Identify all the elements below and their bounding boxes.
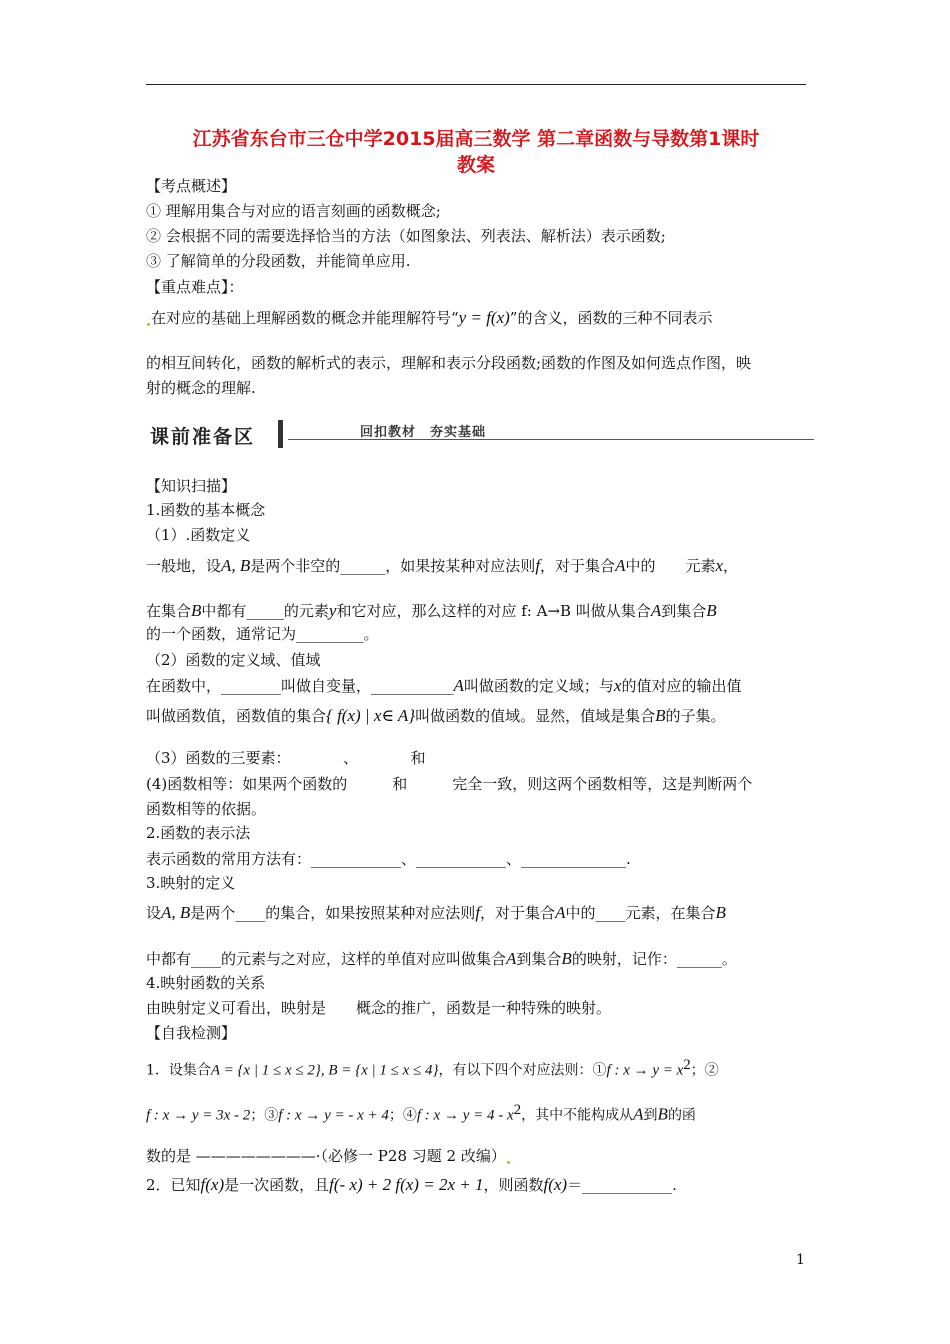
self-check-heading: 【自我检测】 xyxy=(146,1024,237,1042)
doc-title-line2: 教案 xyxy=(456,154,495,176)
question-1-line2: f : x → y = 3x - 2；③f : x → y = - x + 4；④f : $x \to y = 4 - x^2$，其中不能构成从A到B的函 xyxy=(146,1102,696,1124)
knowledge-s1-1: （1）.函数定义 xyxy=(146,526,251,544)
mapping-function-relation: 由映射定义可看出，映射是 概念的推广，函数是一种特殊的映射。 xyxy=(146,999,612,1017)
mapping-def-line1: 设A, B是两个____的集合，如果按照某种对应法则f，对于集合A中的____元素，在集合B xyxy=(146,903,726,922)
domain-line2: 叫做函数值，函数值的集合{ f(x) | x∈ A}叫做函数的值域。显然，值域是集合B的子集。 xyxy=(146,706,726,725)
doc-title-line1: 江苏省东台市三仓中学2015届高三数学 第二章函数与导数第1课时 xyxy=(192,128,760,150)
function-def-line3: 的一个函数，通常记为_________。 xyxy=(146,625,379,643)
domain-line1: 在函数中，________叫做自变量，___________A叫做函数的定义域；与x的值对应的输出值 xyxy=(146,676,742,695)
question-1-line3: 数的是 ————————·（必修一 P28 习题 2 改编） xyxy=(146,1146,511,1166)
marker-dot xyxy=(507,1161,510,1164)
knowledge-s4: 4.映射函数的关系 xyxy=(146,974,266,992)
overview-heading: 【考点概述】 xyxy=(146,177,237,195)
knowledge-s1: 1.函数的基本概念 xyxy=(146,501,266,519)
function-def-line2: 在集合B中都有_____的元素y和它对应，那么这样的对应 f: A→B 叫做从集合A到集合B xyxy=(146,601,717,620)
key-points-p2: 的相互间转化，函数的解析式的表示，理解和表示分段函数;函数的作图及如何选点作图，映 xyxy=(146,354,752,372)
overview-item-3: ③ 了解简单的分段函数，并能简单应用. xyxy=(146,252,411,270)
section-banner xyxy=(146,418,814,450)
function-def-line1: 一般地，设A, B是两个非空的______，如果按某种对应法则f，对于集合A中的 元素x， xyxy=(146,556,739,575)
header-rule xyxy=(146,84,806,85)
overview-item-2: ② 会根据不同的需要选择恰当的方法（如图象法、列表法、解析法）表示函数; xyxy=(146,227,666,245)
banner-divider xyxy=(278,420,283,448)
key-points-p3: 射的概念的理解. xyxy=(146,379,256,397)
knowledge-s1-4b: 函数相等的依据。 xyxy=(146,800,267,818)
banner-rule xyxy=(288,439,814,440)
mapping-def-line2: 中都有____的元素与之对应，这样的单值对应叫做集合A到集合B的映射，记作：______。 xyxy=(146,949,737,968)
marker-dot xyxy=(147,323,150,326)
banner-title: 课前准备区 xyxy=(150,426,256,448)
key-points-p1: 在对应的基础上理解函数的概念并能理解符号“y = f(x)”的含义，函数的三种不同表示 xyxy=(146,308,712,328)
question-1-line1: 1．设集合A = {x | 1 ≤ x ≤ 2}, B = {x | 1 ≤ x ≤ 4}，有以下四个对应法则：①f : $x \to y = x^2$；② xyxy=(146,1057,719,1079)
representation-methods: 表示函数的常用方法有：____________、____________、______________. xyxy=(146,850,631,868)
banner-subtitle: 回扣教材 夯实基础 xyxy=(360,425,487,440)
knowledge-s1-2: （2）函数的定义域、值域 xyxy=(146,651,321,669)
page-number: 1 xyxy=(796,1252,805,1268)
key-points-heading: 【重点难点】： xyxy=(146,278,244,296)
knowledge-s2: 2.函数的表示法 xyxy=(146,824,251,842)
knowledge-heading: 【知识扫描】 xyxy=(146,477,237,495)
knowledge-s1-4: (4)函数相等：如果两个函数的 和 完全一致，则这两个函数相等，这是判断两个 xyxy=(146,775,753,793)
overview-item-1: ① 理解用集合与对应的语言刻画的函数概念; xyxy=(146,202,441,220)
question-2: 2．已知f(x)是一次函数，且f(- x) + 2 f(x) = 2x + 1，则函数f(x)＝____________. xyxy=(146,1175,677,1194)
knowledge-s1-3: （3）函数的三要素： 、 和 xyxy=(146,749,426,767)
knowledge-s3: 3.映射的定义 xyxy=(146,874,236,892)
